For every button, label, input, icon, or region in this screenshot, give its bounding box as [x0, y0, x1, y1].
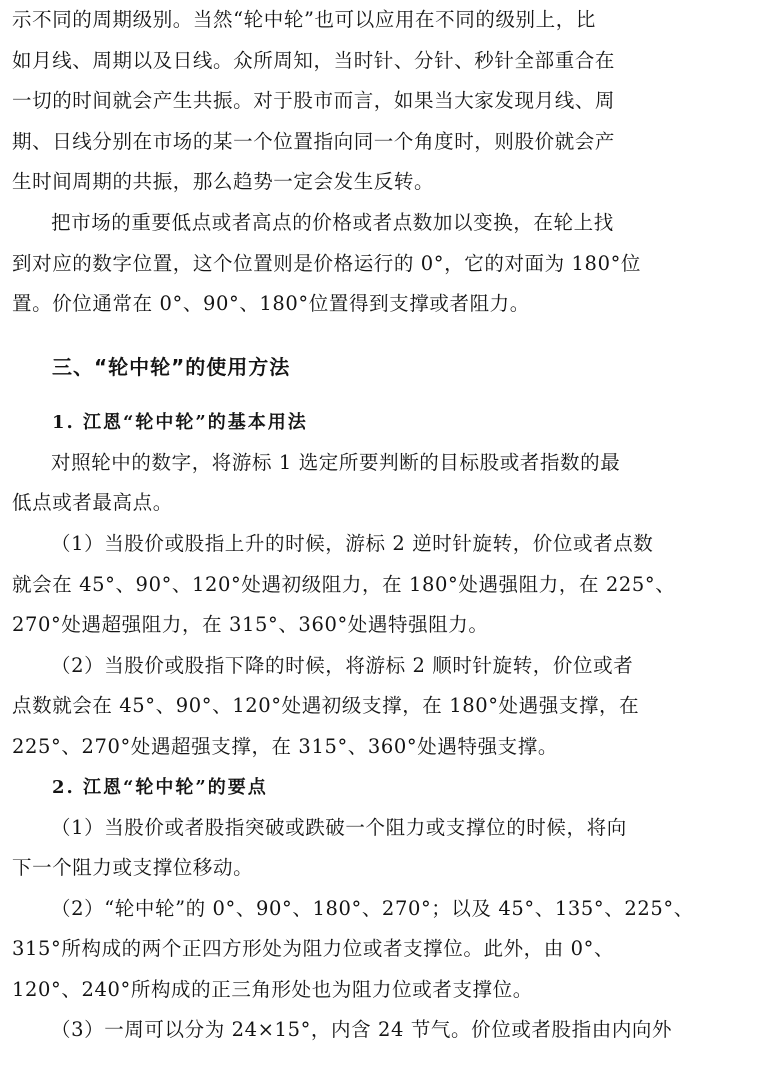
text-line: （3）一周可以分为 24×15°，内含 24 节气。价位或者股指由内向外 [51, 1018, 673, 1042]
text-line: 示不同的周期级别。当然“轮中轮”也可以应用在不同的级别上，比 [12, 8, 596, 31]
text-line: 低点或者最高点。 [12, 491, 173, 515]
text-line: 一切的时间就会产生共振。对于股市而言，如果当大家发现月线、周 [12, 89, 616, 113]
text-line: 225°、270°处遇超强支撑，在 315°、360°处遇特强支撑。 [12, 734, 558, 758]
text-line: 生时间周期的共振，那么趋势一定会发生反转。 [12, 170, 435, 194]
paragraph-rising-resistance [12, 524, 740, 646]
text-line: 到对应的数字位置，这个位置则是价格运行的 0°，它的对面为 180°位 [12, 251, 642, 275]
text-line: 期、日线分别在市场的某一个位置指向同一个角度时，则股价就会产 [12, 129, 616, 153]
text-line: 315°所构成的两个正四方形处为阻力位或者支撑位。此外，由 0°、 [12, 937, 615, 961]
paragraph-falling-support [12, 646, 740, 768]
text-line: 270°处遇超强阻力，在 315°、360°处遇特强阻力。 [12, 613, 489, 637]
text-line: （1）当股价或股指上升的时候，游标 2 逆时针旋转，价位或者点数 [51, 531, 654, 555]
section-heading: 三、“轮中轮”的使用方法 [52, 354, 291, 379]
text-line: 把市场的重要低点或者高点的价格或者点数加以变换，在轮上找 [51, 210, 614, 234]
document-page [12, 0, 740, 1051]
text-line: 120°、240°所构成的正三角形处也为阻力位或者支撑位。 [12, 977, 533, 1001]
text-line: 就会在 45°、90°、120°处遇初级阻力，在 180°处遇强阻力，在 225°、 [12, 572, 676, 596]
text-line: 如月线、周期以及日线。众所周知，当时针、分针、秒针全部重合在 [12, 48, 616, 72]
paragraph-solar-terms [12, 1010, 740, 1051]
paragraph-square-triangle [12, 889, 740, 1011]
paragraph-time-resonance [12, 0, 740, 203]
text-line: （2）当股价或股指下降的时候，将游标 2 顺时针旋转，价位或者 [51, 653, 634, 677]
text-line: 置。价位通常在 0°、90°、180°位置得到支撑或者阻力。 [12, 292, 530, 316]
spacer [12, 325, 740, 347]
text-line: 点数就会在 45°、90°、120°处遇初级支撑，在 180°处遇强支撑，在 [12, 694, 640, 718]
text-line: 对照轮中的数字，将游标 1 选定所要判断的目标股或者指数的最 [51, 450, 621, 474]
subsection-heading-basic-usage: 1. 江恩“轮中轮”的基本用法 [52, 411, 308, 433]
text-line: 下一个阻力或支撑位移动。 [12, 856, 254, 880]
paragraph-breakthrough [12, 808, 740, 889]
spacer [12, 387, 740, 403]
paragraph-cursor-setup [12, 443, 740, 524]
subsection-heading-key-points: 2. 江恩“轮中轮”的要点 [52, 776, 268, 798]
paragraph-price-transform [12, 203, 740, 325]
text-line: （2）“轮中轮”的 0°、90°、180°、270°；以及 45°、135°、225°、 [51, 896, 694, 920]
text-line: （1）当股价或者股指突破或跌破一个阻力或支撑位的时候，将向 [51, 815, 627, 839]
